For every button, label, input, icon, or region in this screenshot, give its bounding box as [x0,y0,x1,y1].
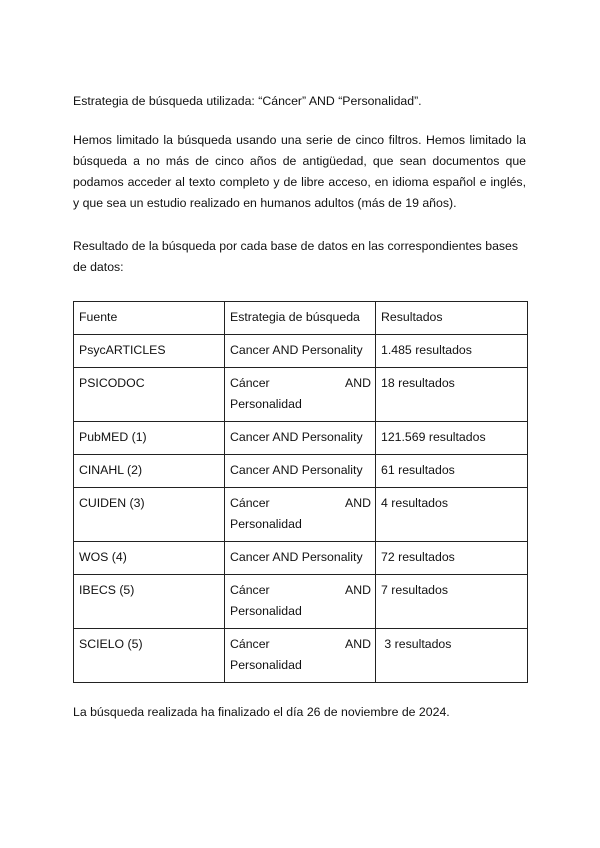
strategy-term-2: Personalidad [230,397,302,411]
cell-results: 72 resultados [376,542,528,575]
results-intro-paragraph: Resultado de la búsqueda por cada base de datos en las correspondientes bases de datos: [73,239,519,274]
cell-source: PsycARTICLES [74,335,225,368]
cell-results: 121.569 resultados [376,422,528,455]
table-header-row [74,302,528,335]
strategy-term-1: Cáncer [230,376,270,390]
cell-source: WOS (4) [74,542,225,575]
cell-source: PubMED (1) [74,422,225,455]
header-source: Fuente [74,302,225,335]
table-row [74,368,528,422]
results-table [73,301,528,683]
strategy-term-2: Personalidad [230,604,302,618]
cell-results: 7 resultados [376,575,528,629]
strategy-operator: AND [345,376,371,390]
cell-source: IBECS (5) [74,575,225,629]
cell-results: 4 resultados [376,488,528,542]
cell-strategy: Cancer AND Personality [225,542,376,575]
cell-strategy: Cancer AND Personality [225,455,376,488]
strategy-operator: AND [345,496,371,510]
cell-strategy: Cancer AND Personality [225,422,376,455]
table-row [74,335,528,368]
cell-results: 3 resultados [376,629,528,683]
cell-source: PSICODOC [74,368,225,422]
cell-strategy [225,368,376,422]
strategy-term-1: Cáncer [230,583,270,597]
cell-results: 18 resultados [376,368,528,422]
filters-paragraph: Hemos limitado la búsqueda usando una serie de cinco filtros. Hemos limitado la búsqueda a no más de cinco años de antigüedad, que sean documentos que podamos acceder al texto completo y de libre acceso, en idioma español e inglés, y que sea un estudio realizado en humanos adultos (más de 19 años). [73,133,526,210]
table-row [74,629,528,683]
header-results: Resultados [376,302,528,335]
cell-source: CUIDEN (3) [74,488,225,542]
cell-results: 61 resultados [376,455,528,488]
strategy-term-1: Cáncer [230,496,270,510]
table-row [74,455,528,488]
strategy-term-2: Personalidad [230,658,302,672]
table-row [74,422,528,455]
header-strategy: Estrategia de búsqueda [225,302,376,335]
table-row [74,488,528,542]
strategy-operator: AND [345,583,371,597]
strategy-term-2: Personalidad [230,517,302,531]
search-strategy-line: Estrategia de búsqueda utilizada: “Cáncer” AND “Personalidad”. [73,94,422,108]
cell-source: SCIELO (5) [74,629,225,683]
table-row [74,575,528,629]
cell-strategy [225,488,376,542]
cell-results: 1.485 resultados [376,335,528,368]
closing-paragraph: La búsqueda realizada ha finalizado el día 26 de noviembre de 2024. [73,705,450,719]
table-row [74,542,528,575]
cell-strategy: Cancer AND Personality [225,335,376,368]
cell-strategy [225,629,376,683]
strategy-term-1: Cáncer [230,637,270,651]
strategy-operator: AND [345,637,371,651]
cell-strategy [225,575,376,629]
cell-source: CINAHL (2) [74,455,225,488]
